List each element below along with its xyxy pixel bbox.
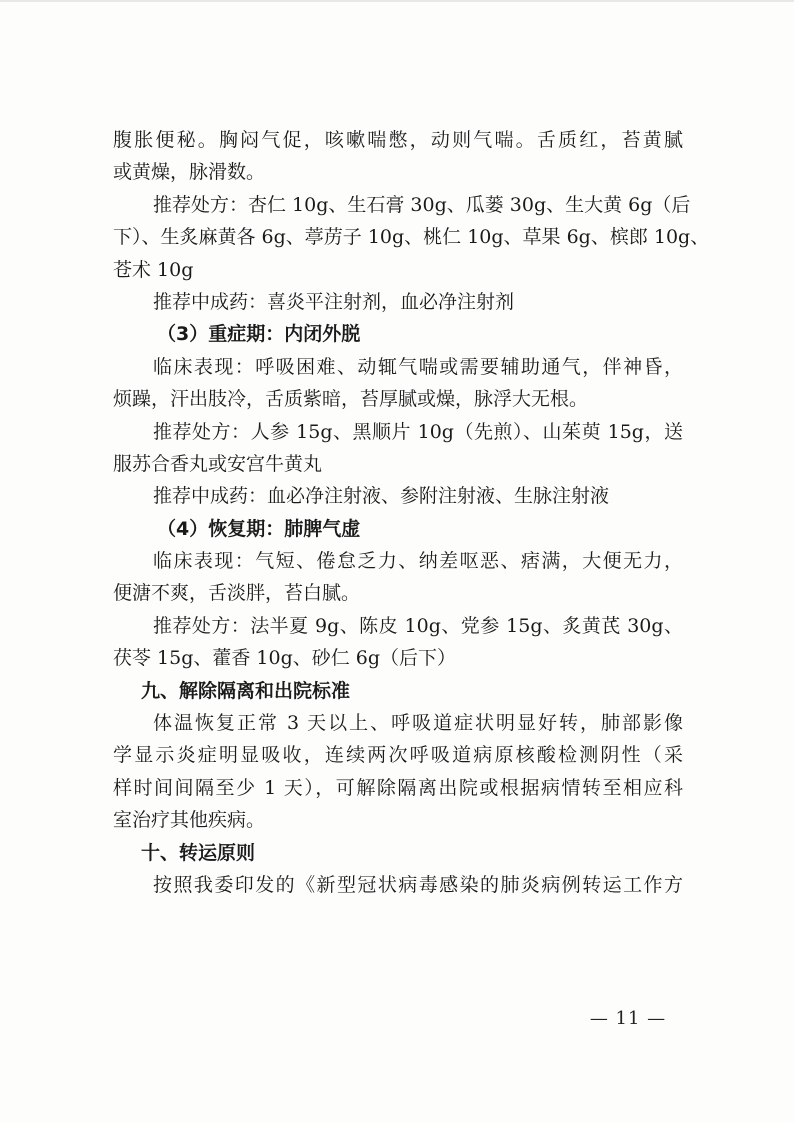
section-heading: （3）重症期：内闭外脱 (157, 323, 361, 346)
chapter-heading: 九、解除隔离和出院标准 (141, 679, 351, 702)
text-line: 或黄燥，脉滑数。 (113, 161, 266, 184)
text-line: 茯苓 15g、藿香 10g、砂仁 6g（后下） (113, 647, 457, 670)
text-line: 下）、生炙麻黄各 6g、葶苈子 10g、桃仁 10g、草果 6g、槟郎 10g、 (113, 226, 710, 249)
chapter-heading: 十、转运原则 (141, 841, 256, 864)
page-top-edge (0, 0, 794, 2)
page-number: — 11 — (589, 1008, 667, 1029)
text-line: 推荐中成药：喜炎平注射剂，血必净注射剂 (153, 290, 515, 313)
text-line: 学显示炎症明显吸收，连续两次呼吸道病原核酸检测阴性（采 (113, 744, 683, 767)
text-line: 烦躁，汗出肢冷，舌质紫暗，苔厚腻或燥，脉浮大无根。 (113, 388, 589, 411)
text-line: 体温恢复正常 3 天以上、呼吸道症状明显好转，肺部影像 (153, 712, 683, 735)
section-heading: （4）恢复期：肺脾气虚 (157, 517, 361, 540)
text-line: 推荐处方：杏仁 10g、生石膏 30g、瓜蒌 30g、生大黄 6g（后 (153, 193, 691, 216)
text-line: 苍术 10g (113, 258, 194, 281)
text-line: 服苏合香丸或安宫牛黄丸 (113, 452, 323, 475)
text-line: 腹胀便秘。胸闷气促，咳嗽喘憋，动则气喘。舌质红，苔黄腻 (113, 129, 683, 151)
text-line: 室治疗其他疾病。 (113, 809, 266, 832)
text-line: 临床表现：气短、倦怠乏力、纳差呕恶、痞满，大便无力， (153, 550, 683, 573)
text-line: 推荐处方：法半夏 9g、陈皮 10g、党参 15g、炙黄芪 30g、 (153, 614, 683, 637)
text-line: 临床表现：呼吸困难、动辄气喘或需要辅助通气，伴神昏， (153, 355, 683, 378)
text-line: 便溏不爽，舌淡胖，苔白腻。 (113, 582, 361, 605)
text-line: 按照我委印发的《新型冠状病毒感染的肺炎病例转运工作方 (153, 873, 683, 896)
text-line: 样时间间隔至少 1 天），可解除隔离出院或根据病情转至相应科 (113, 776, 683, 799)
text-line: 推荐中成药：血必净注射液、参附注射液、生脉注射液 (153, 485, 610, 508)
text-line: 推荐处方：人参 15g、黑顺片 10g（先煎）、山茱萸 15g，送 (153, 420, 683, 443)
body-text (113, 124, 710, 901)
